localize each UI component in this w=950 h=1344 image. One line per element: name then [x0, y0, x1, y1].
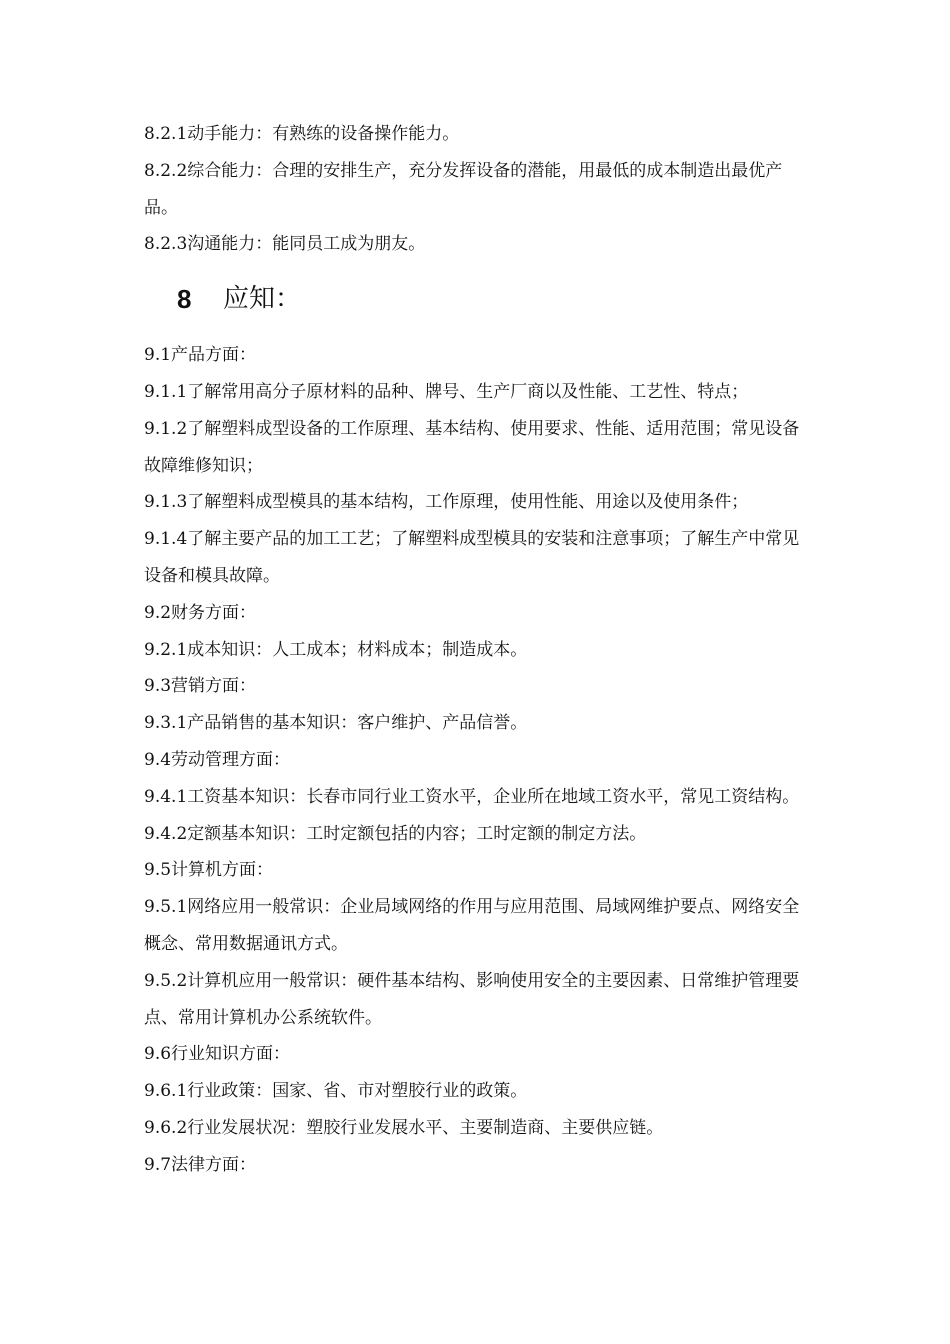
paragraph-9-4-1: 9.4.1工资基本知识：长春市同行业工资水平，企业所在地域工资水平，常见工资结构。 [144, 786, 800, 807]
paragraph-9-5-2: 9.5.2计算机应用一般常识：硬件基本结构、影响使用安全的主要因素、日常维护管理要点、常用计算机办公系统软件。 [144, 970, 800, 1028]
paragraph-8-2-2: 8.2.2综合能力：合理的安排生产，充分发挥设备的潜能，用最低的成本制造出最优产品。 [144, 160, 783, 218]
paragraph-9-3-1: 9.3.1产品销售的基本知识：客户维护、产品信誉。 [144, 713, 528, 734]
section-heading [144, 271, 816, 327]
paragraph-9-1-3: 9.1.3了解塑料成型模具的基本结构，工作原理，使用性能、用途以及使用条件； [144, 492, 749, 513]
paragraph-8-2-3: 8.2.3沟通能力：能同员工成为朋友。 [144, 234, 426, 255]
paragraph-9-5: 9.5计算机方面： [144, 860, 274, 881]
paragraph-9-5-1: 9.5.1网络应用一般常识：企业局域网络的作用与应用范围、局域网维护要点、网络安全概念、常用数据通讯方式。 [144, 897, 800, 954]
section-heading-title: 应知： [223, 284, 302, 315]
paragraph-9-6-1: 9.6.1行业政策：国家、省、市对塑胶行业的政策。 [144, 1081, 528, 1102]
paragraph-9-4: 9.4劳动管理方面： [144, 749, 291, 770]
paragraph-9-7: 9.7法律方面： [144, 1154, 257, 1175]
paragraph-8-2-1: 8.2.1动手能力：有熟练的设备操作能力。 [144, 124, 460, 144]
paragraph-9-1-4: 9.1.4了解主要产品的加工工艺；了解塑料成型模具的安装和注意事项；了解生产中常见设备和模具故障。 [144, 529, 800, 586]
paragraph-9-2-1: 9.2.1成本知识：人工成本；材料成本；制造成本。 [144, 639, 528, 660]
paragraph-9-4-2: 9.4.2定额基本知识：工时定额包括的内容；工时定额的制定方法。 [144, 823, 647, 844]
document-body [144, 116, 816, 1184]
paragraph-9-2: 9.2财务方面： [144, 602, 257, 623]
paragraph-9-6: 9.6行业知识方面： [144, 1044, 291, 1065]
paragraph-9-3: 9.3营销方面： [144, 676, 257, 697]
paragraph-9-1: 9.1产品方面： [144, 345, 257, 366]
paragraph-9-1-1: 9.1.1了解常用高分子原材料的品种、牌号、生产厂商以及性能、工艺性、特点； [144, 381, 749, 402]
paragraph-9-1-2: 9.1.2了解塑料成型设备的工作原理、基本结构、使用要求、性能、适用范围；常见设备故障维修知识； [144, 418, 800, 476]
paragraph-9-6-2: 9.6.2行业发展状况：塑胶行业发展水平、主要制造商、主要供应链。 [144, 1117, 664, 1138]
section-heading-number: 8 [177, 284, 192, 315]
